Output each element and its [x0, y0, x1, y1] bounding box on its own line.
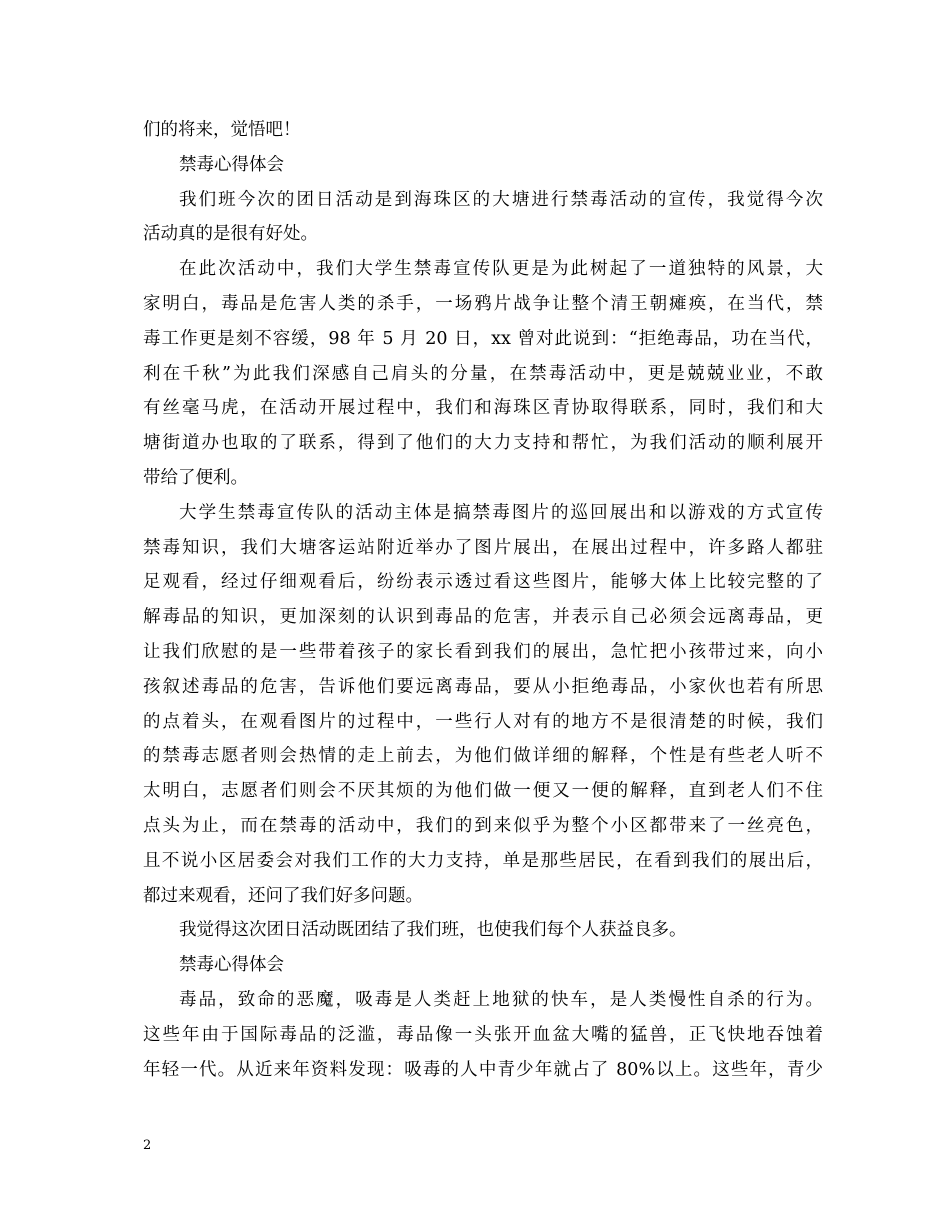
text-line: 我们班今次的团日活动是到海珠区的大塘进行禁毒活动的宣传，我觉得今次 — [179, 189, 823, 210]
page-number: 2 — [143, 1138, 152, 1153]
text-line: 毒工作更是刻不容缓，98 年 5 月 20 日，xx 曾对此说到：“拒绝毒品，功在当代， — [143, 328, 823, 349]
text-line: 解毒品的知识，更加深刻的认识到毒品的危害，并表示自己必须会远离毒品，更 — [143, 607, 823, 628]
text-line: 孩叙述毒品的危害，告诉他们要远离毒品，要从小拒绝毒品，小家伙也若有所思 — [143, 676, 823, 697]
text-line: 年轻一代。从近来年资料发现：吸毒的人中青少年就占了 80%以上。这些年，青少 — [143, 1059, 823, 1080]
text-line: 们的将来，觉悟吧！ — [143, 120, 301, 140]
text-line: 且不说小区居委会对我们工作的大力支持，单是那些居民，在看到我们的展出后， — [143, 850, 823, 871]
text-line: 太明白，志愿者们则会不厌其烦的为他们做一便又一便的解释，直到老人们不住 — [143, 781, 823, 802]
text-line: 大学生禁毒宣传队的活动主体是搞禁毒图片的巡回展出和以游戏的方式宣传 — [179, 502, 823, 523]
text-line: 点头为止，而在禁毒的活动中，我们的到来似乎为整个小区都带来了一丝亮色， — [143, 815, 823, 836]
text-line: 禁毒知识，我们大塘客运站附近举办了图片展出，在展出过程中，许多路人都驻 — [143, 537, 823, 558]
text-line: 有丝毫马虎，在活动开展过程中，我们和海珠区青协取得联系，同时，我们和大 — [143, 398, 823, 419]
text-line: 足观看，经过仔细观看后，纷纷表示透过看这些图片，能够大体上比较完整的了 — [143, 572, 823, 593]
text-line: 让我们欣慰的是一些带着孩子的家长看到我们的展出，急忙把小孩带过来，向小 — [143, 641, 823, 662]
document-body — [143, 113, 823, 1087]
text-line: 在此次活动中，我们大学生禁毒宣传队更是为此树起了一道独特的风景，大 — [179, 259, 823, 280]
text-line: 带给了便利。 — [143, 467, 248, 488]
text-line: 家明白，毒品是危害人类的杀手，一场鸦片战争让整个清王朝瘫痪，在当代，禁 — [143, 293, 823, 314]
text-line: 这些年由于国际毒品的泛滥，毒品像一头张开血盆大嘴的猛兽，正飞快地吞蚀着 — [143, 1024, 823, 1045]
text-line: 我觉得这次团日活动既团结了我们班，也使我们每个人获益良多。 — [179, 920, 687, 941]
section-heading: 禁毒心得体会 — [179, 154, 284, 175]
text-line: 塘街道办也取的了联系，得到了他们的大力支持和帮忙，为我们活动的顺利展开 — [143, 433, 823, 454]
section-heading: 禁毒心得体会 — [179, 955, 284, 976]
text-line: 活动真的是很有好处。 — [143, 224, 318, 245]
text-line: 的点着头，在观看图片的过程中，一些行人对有的地方不是很清楚的时候，我们 — [143, 711, 823, 732]
text-line: 毒品，致命的恶魔，吸毒是人类赶上地狱的快车，是人类慢性自杀的行为。 — [179, 989, 823, 1010]
text-line: 都过来观看，还问了我们好多问题。 — [143, 885, 423, 906]
text-line: 的禁毒志愿者则会热情的走上前去，为他们做详细的解释，个性是有些老人听不 — [143, 746, 823, 767]
text-line: 利在千秋”为此我们深感自己肩头的分量，在禁毒活动中，更是兢兢业业，不敢 — [143, 363, 823, 384]
